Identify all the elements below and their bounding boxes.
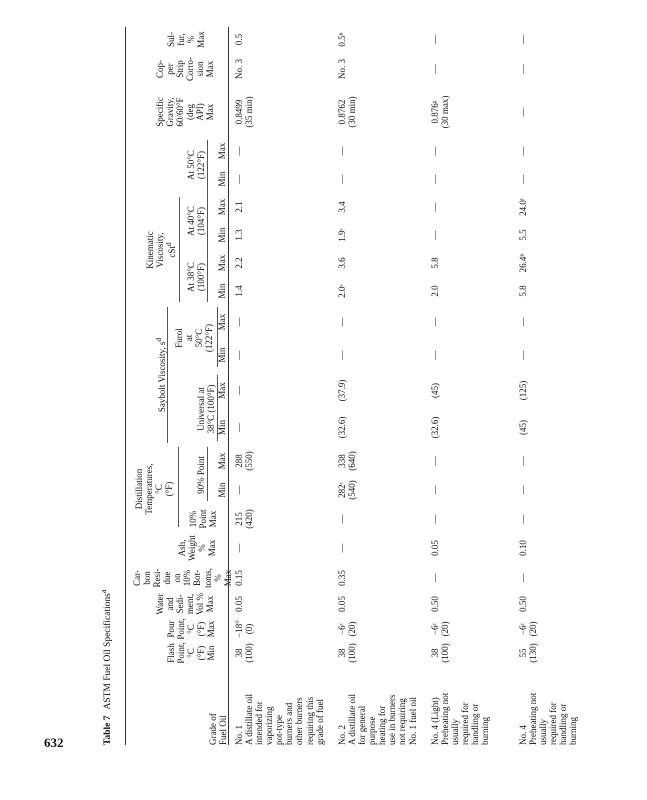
row-3-dist10: — [430, 514, 440, 524]
row-1-ash: — [234, 543, 244, 553]
header-k38-min: Min [217, 283, 227, 299]
row-4-k38-min: 5.8 [518, 285, 528, 297]
header-carbon-residue: Car- bon Resi- due on 10% Bot- toms, % Max [132, 568, 233, 588]
header-water-sediment: Water and Sedi- ment, Vol % Max [155, 592, 216, 616]
row-3-furol-max: — [430, 317, 440, 327]
row-2-copper: No. 3 [337, 59, 347, 79]
row-1-k38-max: 2.2 [234, 257, 244, 269]
row-1-dist90-min: — [234, 485, 244, 495]
header-rule [228, 27, 229, 745]
header-kinematic [145, 195, 177, 305]
caption-footnote-mark: a [99, 589, 108, 594]
row-1-furol-min: — [234, 350, 244, 360]
row-3-dist90-min: — [430, 485, 440, 495]
row-2-k50-max: — [337, 146, 347, 156]
row-2-furol-min: — [337, 350, 347, 360]
row-1-dist90-max: 288 (550) [234, 451, 255, 471]
row-1-grade: No. 1 A distillate oil intended for vaporizing pot-type burners and other burners requiring this grade of fuel [234, 694, 325, 745]
row-3-copper: — [430, 64, 440, 74]
row-1-universal-min: — [234, 423, 244, 432]
saybolt-footnote-mark: d [154, 337, 163, 342]
row-1-universal-max: — [234, 386, 244, 395]
header-distillation-90: 90% Point [196, 456, 206, 494]
row-1-dist10: 215 (420) [234, 509, 255, 529]
row-2-gravity: 0.8762 (30 min) [337, 96, 358, 128]
row-1-k38-min: 1.4 [234, 285, 244, 297]
row-2-water: 0.05 [337, 596, 347, 612]
row-4-universal-max: (125) [518, 380, 528, 401]
row-4-k40-max: 24.0ᶠ [518, 198, 528, 216]
row-1-k40-min: 1.3 [234, 229, 244, 241]
top-rule [125, 27, 126, 745]
header-k40-min: Min [217, 227, 227, 243]
header-furol: Furol at 50°C (122°F) [174, 323, 215, 353]
row-2-k38-max: 3.6 [337, 257, 347, 269]
header-grade: Grade of Fuel Oil [208, 713, 229, 745]
header-flash-point: Flash Point, °C (°F) Min [166, 642, 217, 664]
row-2-universal-max: (37.9) [337, 379, 347, 402]
row-1-k50-max: — [234, 146, 244, 156]
row-2-universal-min: (32.6) [337, 416, 347, 439]
row-3-k50-max: — [430, 146, 440, 156]
row-2-dist10: — [337, 514, 347, 524]
row-4-ash: 0.10 [518, 540, 528, 556]
row-3-k40-min: — [430, 230, 440, 240]
row-4-universal-min: (45) [518, 420, 528, 435]
row-2-ash: — [337, 543, 347, 553]
header-sulfur: Sul- fur, % Max [166, 31, 207, 48]
row-3-universal-min: (32.6) [430, 416, 440, 439]
row-3-gravity: 0.876ᵍ (30 max) [430, 95, 451, 129]
row-2-grade: No. 2 A distillate oil for general purpose heating for use in burners not requiring No. 1 fuel oil [337, 694, 418, 745]
row-1-copper: No. 3 [234, 59, 244, 79]
row-4-pour: −6ᶜ (20) [518, 621, 539, 637]
row-4-carbon: — [518, 573, 528, 583]
row-4-gravity: — [518, 107, 528, 117]
header-ash: Ash, Weight % Max [177, 535, 218, 561]
distillation-underline [178, 447, 179, 527]
row-1-carbon: 0.15 [234, 570, 244, 586]
row-2-carbon: 0.35 [337, 570, 347, 586]
row-2-dist90-max: 338 (640) [337, 451, 358, 471]
row-2-flash: 38 (100) [337, 643, 358, 663]
row-2-furol-max: — [337, 317, 347, 327]
row-4-dist90-min: — [518, 485, 528, 495]
distillation-90-underline [207, 447, 208, 501]
row-4-dist90-max: — [518, 456, 528, 466]
row-3-k38-min: 2.0 [430, 285, 440, 297]
page-number: 632 [44, 735, 64, 750]
row-4-k50-max: — [518, 146, 528, 156]
row-4-k40-min: 5.5 [518, 229, 528, 241]
header-universal: Universal at 38°C (100°F) [196, 384, 217, 434]
row-4-furol-min: — [518, 350, 528, 360]
row-1-k50-min: — [234, 174, 244, 184]
row-3-pour: −6ᶜ (20) [430, 621, 451, 637]
header-kinematic-text: Kinematic Viscosity, cSt [145, 231, 178, 269]
row-2-dist90-min: 282ᶜ (540) [337, 480, 358, 500]
row-4-k38-max: 26.4ʰ [518, 253, 528, 273]
row-1-k40-max: 2.1 [234, 201, 244, 213]
row-3-universal-max: (45) [430, 383, 440, 398]
row-1-furol-max: — [234, 317, 244, 327]
header-dist90-max: Max [217, 452, 227, 470]
row-3-k38-max: 5.8 [430, 257, 440, 269]
header-furol-max: Max [217, 313, 227, 331]
row-4-furol-max: — [518, 317, 528, 327]
kinematic-sub-underline [207, 140, 208, 302]
header-at-38: At 38°C (100°F) [186, 262, 207, 292]
row-2-k50-min: — [337, 174, 347, 184]
header-pour-point: Pour Point, °C (°F) Max [166, 618, 217, 640]
row-4-copper: — [518, 64, 528, 74]
row-4-sulfur: — [518, 35, 528, 44]
table-title: ASTM Fuel Oil Specifications [103, 593, 114, 710]
row-2-k40-max: 3.4 [337, 201, 347, 213]
header-universal-min: Min [217, 420, 227, 436]
header-saybolt-text: Saybolt Viscosity, s [157, 341, 167, 413]
row-2-k38-min: 2.0ᶜ [337, 284, 347, 298]
row-1-flash: 38 (100) [234, 643, 255, 663]
row-4-water: 0.50 [518, 596, 528, 612]
row-3-k40-max: — [430, 202, 440, 212]
row-3-water: 0.50 [430, 596, 440, 612]
header-dist90-min: Min [217, 482, 227, 498]
table-label: Table 7 [103, 715, 114, 745]
row-1-sulfur: 0.5 [234, 33, 244, 46]
table-caption [100, 590, 114, 745]
header-specific-gravity: Specific Gravity, 60/60°F (deg API) Max [155, 97, 216, 127]
row-1-water: 0.05 [234, 596, 244, 612]
row-4-dist10: — [518, 514, 528, 524]
header-at-50: At 50°C (122°F) [186, 150, 207, 180]
row-3-dist90-max: — [430, 456, 440, 466]
row-1-pour: −18° (0) [234, 620, 255, 638]
header-k40-max: Max [217, 198, 227, 216]
kinematic-footnote-mark: d [164, 242, 174, 247]
row-3-carbon: — [430, 573, 440, 583]
row-3-sulfur: — [430, 35, 440, 44]
fuel-oil-table [100, 27, 615, 745]
row-3-furol-min: — [430, 350, 440, 360]
header-copper-strip: Cop- per Strip Corro- sion Max [155, 57, 216, 81]
row-3-ash: 0.05 [430, 540, 440, 556]
header-universal-max: Max [217, 382, 227, 399]
row-1-gravity: 0.8499 (35 min) [234, 96, 255, 128]
header-distillation-10: 10% Point Max [188, 509, 219, 529]
kinematic-underline [179, 197, 180, 302]
row-4-flash: 55 (130) [518, 643, 539, 663]
row-4-k50-min: — [518, 174, 528, 184]
header-furol-min: Min [217, 347, 227, 363]
header-at-40: At 40°C (104°F) [186, 206, 207, 236]
header-saybolt [155, 305, 167, 445]
saybolt-underline [167, 307, 168, 443]
header-distillation: Distillation Temperatures, °C (°F) [134, 463, 175, 515]
row-2-k40-min: 1.9ᶜ [337, 228, 347, 242]
row-4-grade: No. 4 Preheating not usually required for handling or burning [518, 692, 579, 745]
row-3-flash: 38 (100) [430, 643, 451, 663]
row-2-pour: −6ᶜ (20) [337, 621, 358, 637]
header-k38-max: Max [217, 254, 227, 272]
row-3-k50-min: — [430, 174, 440, 184]
row-3-grade: No. 4 (Light) Preheating not usually required for handling or burning [430, 692, 491, 745]
header-k50-min: Min [217, 171, 227, 187]
row-2-sulfur: 0.5ʰ [337, 32, 347, 47]
header-k50-max: Max [217, 142, 227, 160]
